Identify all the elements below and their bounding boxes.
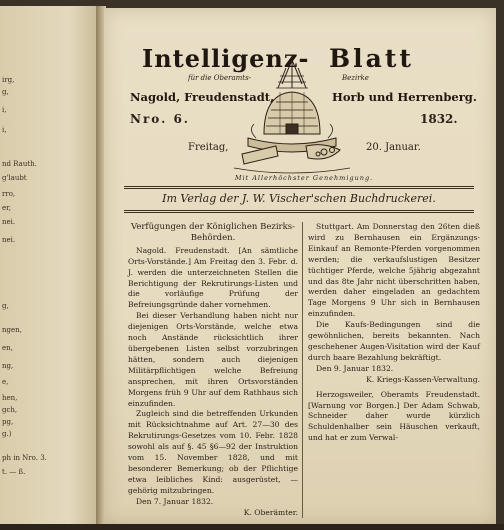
masthead-title-left: Intelligenz- — [142, 44, 310, 73]
left-page-text-fragment: i, — [2, 126, 7, 134]
left-page-text-fragment: e, — [2, 378, 9, 386]
left-page-text-fragment: g, — [2, 88, 9, 96]
beehive-emblem — [228, 54, 356, 174]
scan-bottom-edge — [0, 524, 504, 530]
article-paragraph: Die Kaufs-Bedingungen sind die gewöhnlichen, bereits bekannten. Nach geschehener Augen-Visitation wird der Kauf durch baare Bezahlung bekräftigt. — [308, 320, 480, 362]
left-page-text-fragment: hen, — [2, 394, 18, 402]
right-column — [308, 222, 480, 444]
masthead-places-left: Nagold, Freudenstadt, — [130, 90, 275, 104]
issue-number: Nro. 6. — [130, 112, 190, 126]
left-page-text-fragment: ph in Nro. 3. — [2, 454, 47, 462]
issue-date: 20. Januar. — [366, 142, 421, 153]
article-paragraph: Nagold. Freudenstadt. [An sämtliche Orts-Vorstände.] Am Freitag den 3. Febr. d. J. werden die unterzeichneten Stellen die Berichtigung der Rekrutirungs-Listen und die vorläufige Prüfung der Befreiungsgründe daher vornehmen. — [128, 245, 298, 310]
left-page-fragment — [0, 6, 98, 524]
publisher-line: Im Verlag der J. W. Vischer'schen Buchdruckerei. — [162, 192, 436, 205]
article-date: Den 9. Januar 1832. — [316, 363, 394, 373]
left-page-text-fragment: irg, — [2, 76, 15, 84]
article-paragraph: Stuttgart. Am Donnerstag den 26ten dieß wird zu Bernhausen ein Ergänzungs-Einkauf an Remonte-Pferden vorgenommen werden; die verkaufslustigen Besitzer tüchtiger Pferde, welche 5jährig abgezahnt und das 8te Jahr nicht überschritten haben, werden daher eingeladen an gedachtem Tage Morgens 9 Uhr sich in Bernhausen einzufinden. — [308, 222, 480, 319]
privilege-notice: Mit Allerhöchster Genehmigung. — [234, 174, 374, 182]
article-date: Den 7. Januar 1832. — [136, 496, 214, 506]
left-page-text-fragment: gch, — [2, 406, 18, 414]
issue-weekday: Freitag, — [188, 142, 229, 153]
article-paragraph: Bei dieser Verhandlung haben nicht nur diejenigen Orts-Vorstände, welche etwa noch Anstände rücksichtlich ihrer übergebenen Listen selbst vorzubringen hätten, sondern auch diejenigen Militärpflichtigen welche Befreiung ansprechen, mit ihren Ortsvorständen Morgens früh 9 Uhr auf dem Rathhaus sich einzufinden. — [128, 311, 298, 408]
article-signature: K. Kriegs-Kassen-Verwaltung. — [366, 374, 480, 384]
masthead-title-right: Blatt — [329, 44, 414, 73]
left-page-text-fragment: er, — [2, 204, 11, 212]
left-page-text-fragment: g.) — [2, 430, 12, 438]
left-page-text-fragment: nei. — [2, 218, 16, 226]
left-page-text-fragment: nd Rauth. — [2, 160, 37, 168]
masthead-places-right: Horb und Herrenberg. — [332, 90, 477, 104]
newspaper-page — [104, 8, 496, 524]
left-page-text-fragment: nei. — [2, 236, 16, 244]
left-page-text-fragment: pg, — [2, 418, 14, 426]
left-page-text-fragment: g, — [2, 302, 9, 310]
section-heading: Verfügungen der Königlichen Bezirks-Behörden. — [130, 222, 296, 243]
masthead-subtitle-left: für die Oberamts- — [188, 74, 252, 82]
article-paragraph: Herzogsweiler, Oberamts Freudenstadt. [Warnung vor Borgen.] Der Adam Schwab, Schneider daher wurde kürzlich Schuldenhalber sein Häuschen verkauft, und hat er zum Verwal- — [308, 389, 480, 443]
left-page-text-fragment: en, — [2, 344, 13, 352]
left-page-text-fragment: g'laubt — [2, 174, 27, 182]
left-page-text-fragment: i, — [2, 106, 7, 114]
left-page-text-fragment: t. — ß. — [2, 468, 26, 476]
article-paragraph: Zugleich sind die betreffenden Urkunden mit Rücksichtnahme auf Art. 27—30 des Rekrutirungs-Gesetzes vom 10. Febr. 1828 sowohl als auf §. 45 §6—92 der Instruktion vom 15. November 1828, und mit besonderer Bemerkung; ob der Pflichtige etwa leibliches Kind: ausgerüstet, — gehörig mitzubringen. — [128, 409, 298, 495]
rule-bottom — [124, 210, 474, 213]
left-column — [128, 222, 298, 518]
rule-top — [124, 186, 474, 189]
left-page-text-fragment: ngen, — [2, 326, 22, 334]
masthead-subtitle-right: Bezirke — [342, 74, 369, 82]
column-divider — [302, 222, 303, 518]
issue-year: 1832. — [420, 112, 458, 126]
article-signature: K. Oberämter. — [243, 507, 298, 517]
left-page-text-fragment: ng, — [2, 362, 14, 370]
left-page-text-fragment: rro, — [2, 190, 16, 198]
